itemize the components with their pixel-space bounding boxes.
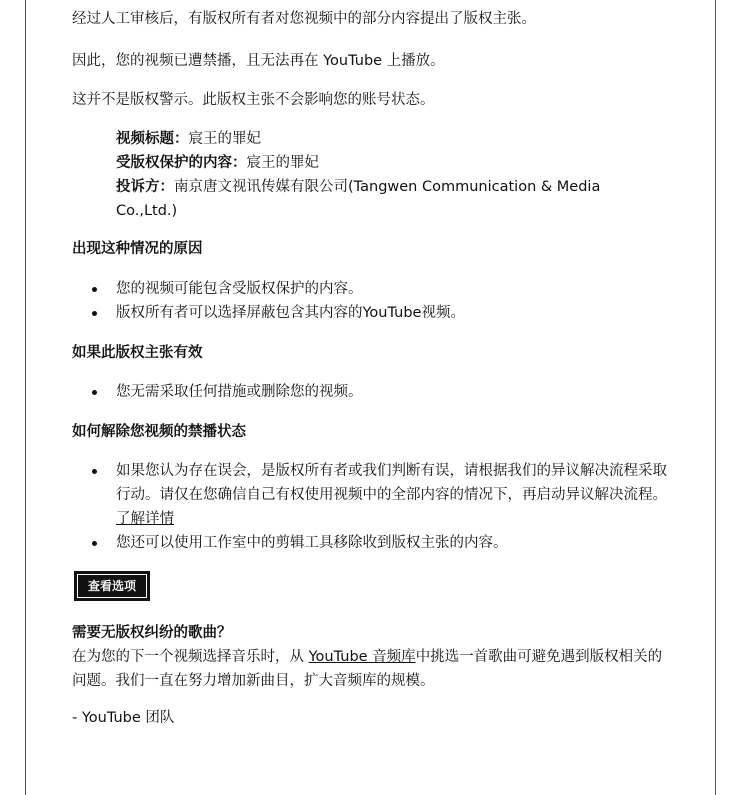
claimant-row [116,175,626,223]
claim-details [116,127,626,223]
learn-more-link[interactable]: 了解详情 [116,511,174,527]
intro-line-1: 经过人工审核后，有版权所有者对您视频中的部分内容提出了版权主张。 [72,11,536,27]
music-heading: 需要无版权纠纷的歌曲？ [72,625,232,641]
unblock-heading: 如何解除您视频的禁播状态 [72,424,246,440]
claimant-label: 投诉方： [116,179,174,195]
protected-content-value: 宸王的罪妃 [246,155,319,171]
view-options-label: 查看选项 [78,575,146,597]
valid-item-1: 您无需采取任何措施或删除您的视频。 [116,380,676,404]
unblock-item-2: 您还可以使用工作室中的剪辑工具移除收到版权主张的内容。 [116,531,676,555]
intro-line-2: 因此，您的视频已遭禁播，且无法再在 YouTube 上播放。 [72,53,445,69]
protected-content-row [116,151,626,175]
intro-line-3: 这并不是版权警示。此版权主张不会影响您的账号状态。 [72,92,435,108]
video-title-label: 视频标题： [116,131,189,147]
claimant-value: 南京唐文视讯传媒有限公司(Tangwen Communication & Media Co.,Ltd.) [116,179,601,219]
video-title-row [116,127,626,151]
view-options-button[interactable] [74,571,150,601]
protected-content-label: 受版权保护的内容： [116,155,247,171]
signature: - YouTube 团队 [72,710,175,726]
unblock-item-1: 如果您认为存在误会，是版权所有者或我们判断有误，请根据我们的异议解决流程采取行动。请仅在您确信自己有权使用视频中的全部内容的情况下，再启动异议解决流程。了解详情 [116,459,676,531]
reason-item-1: 您的视频可能包含受版权保护的内容。 [116,277,676,301]
video-title-value: 宸王的罪妃 [188,131,261,147]
audio-library-link[interactable]: YouTube 音频库 [308,649,416,665]
music-text: 在为您的下一个视频选择音乐时，从 YouTube 音频库中挑选一首歌曲可避免遇到版权相关的问题。我们一直在努力增加新曲目，扩大音频库的规模。 [72,649,663,689]
reason-item-2: 版权所有者可以选择屏蔽包含其内容的YouTube视频。 [116,301,676,325]
reason-heading: 出现这种情况的原因 [72,241,203,257]
valid-heading: 如果此版权主张有效 [72,345,203,361]
